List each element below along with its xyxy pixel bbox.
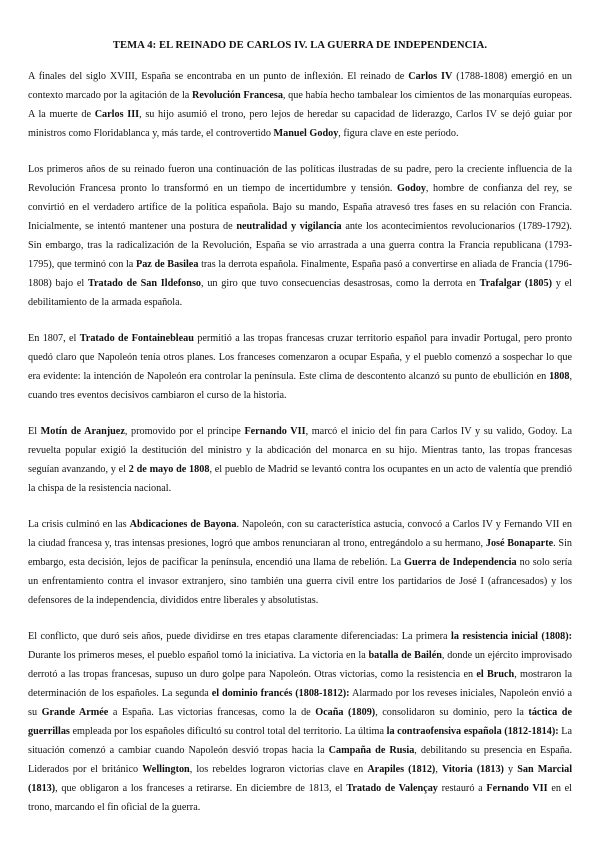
bold-term: Vitoria (1813)	[441, 764, 504, 775]
text-run: , un giro que tuvo consecuencias desastrosas, como la derrota en	[201, 278, 480, 289]
bold-term: Wellington	[142, 764, 190, 775]
text-run: , hombre de confianza del rey, se convirtió en el verdadero artífice de la política española. Bajo su mando, España atravesó tres fases en su relación con Francia. Inicialmente, se intentó mantener una postura de	[28, 183, 572, 232]
text-run: a España. Las victorias francesas, como la de	[108, 707, 316, 718]
bold-term: táctica de guerrillas	[28, 707, 572, 737]
bold-term: 1808	[549, 371, 570, 382]
text-run: , su hijo asumió el trono, pero lejos de heredar su capacidad de liderazgo, Carlos IV se dejó guiar por ministros como Floridablanca y, más tarde, el controvertido	[28, 109, 573, 139]
bold-term: Fernando VII	[486, 783, 548, 794]
bold-term: batalla de Bailén	[368, 650, 442, 661]
paragraph	[28, 422, 572, 498]
text-run: La situación comenzó a cambiar cuando Napoleón desvió tropas hacia la	[28, 726, 572, 756]
bold-term: San Marcial (1813)	[28, 764, 573, 794]
text-run: La crisis culminó en las	[28, 519, 130, 530]
text-run: . Napoleón, con su característica astucia, convocó a Carlos IV y Fernando VII en la ciudad francesa y, tras intensas presiones, logró que ambos renunciaran al trono, entregándolo a su hermano,	[28, 519, 572, 549]
bold-term: Grande Armée	[41, 707, 109, 718]
bold-term: Fernando VII	[244, 426, 306, 437]
paragraph	[28, 67, 572, 143]
bold-term: Carlos IV	[408, 71, 453, 82]
text-run: El	[28, 426, 41, 437]
text-run: tras la derrota española. Finalmente, España pasó a convertirse en aliada de Francia (1796-1808) bajo el	[28, 259, 572, 289]
bold-term: Paz de Basilea	[135, 259, 199, 270]
bold-term: Abdicaciones de Bayona	[129, 519, 237, 530]
text-run: , figura clave en este período.	[338, 128, 459, 139]
text-run: restauró a	[437, 783, 487, 794]
bold-term: Arapiles (1812)	[367, 764, 436, 775]
bold-term: Manuel Godoy	[273, 128, 339, 139]
text-run: . Sin embargo, esta decisión, lejos de pacificar la península, encendió una llama de rebelión. La	[28, 538, 572, 568]
text-run: ante los acontecimientos revolucionarios (1789-1792). Sin embargo, tras la radicalización de la Revolución, España se vio arrastrada a una guerra contra la Francia republicana (1793-1795), que terminó con la	[28, 221, 572, 270]
text-run: , cuando tres eventos decisivos cambiaron el curso de la historia.	[28, 371, 572, 401]
bold-term: la contraofensiva española (1812-1814):	[386, 726, 559, 737]
text-run: Los primeros años de su reinado fueron una continuación de las políticas ilustradas de su padre, pero la creciente influencia de la Revolución Francesa pronto lo transformó en un tiempo de incertidumbre y tensión.	[28, 164, 572, 194]
bold-term: Godoy	[397, 183, 426, 194]
text-run: , debilitando su presencia en España. Liderados por el británico	[28, 745, 572, 775]
bold-term: Tratado de Fontainebleau	[79, 333, 194, 344]
paragraph	[28, 627, 572, 817]
text-run: , marcó el inicio del fin para Carlos IV y su valido, Godoy. La revuelta popular exigió la destitución del ministro y la abdicación del monarca en su hijo. Mientras tanto, las tropas francesas seguían avanzando, y el	[28, 426, 572, 475]
text-run: , mostraron la determinación de los españoles. La segunda	[28, 669, 572, 699]
text-run: , que había hecho tambalear los cimientos de las monarquías europeas. A la muerte de	[28, 90, 572, 120]
bold-term: 2 de mayo de 1808	[128, 464, 210, 475]
bold-term: el Bruch	[476, 669, 515, 680]
bold-term: José Bonaparte	[485, 538, 554, 549]
bold-term: el dominio francés (1808-1812):	[211, 688, 350, 699]
bold-term: Carlos III	[94, 109, 140, 120]
paragraph	[28, 329, 572, 405]
text-run: , que obligaron a los franceses a retirarse. En diciembre de 1813, el	[55, 783, 347, 794]
document-title: TEMA 4: EL REINADO DE CARLOS IV. LA GUERRA DE INDEPENDENCIA.	[112, 40, 488, 51]
bold-term: neutralidad y vigilancia	[236, 221, 342, 232]
bold-term: la resistencia inicial (1808):	[451, 631, 572, 642]
text-run: , el pueblo de Madrid se levantó contra los ocupantes en un acto de valentía que prendió la chispa de la resistencia nacional.	[28, 464, 572, 494]
bold-term: Campaña de Rusia	[328, 745, 415, 756]
text-run: (1788-1808) emergió en un contexto marcado por la agitación de la	[28, 71, 573, 101]
paragraph	[28, 515, 572, 610]
text-run: permitió a las tropas francesas cruzar territorio español para invadir Portugal, pero pronto quedó claro que Napoleón tenía otros planes. Los franceses comenzaron a ocupar España, y el pueblo comenzó a sospechar lo que era evidente: la intención de Napoleón era controlar la península. Este clima de descontento alcanzó su punto de ebullición en	[28, 333, 573, 382]
text-run: En 1807, el	[28, 333, 80, 344]
text-run: y el debilitamiento de la armada española.	[28, 278, 573, 308]
text-run: no solo sería un enfrentamiento contra el invasor extranjero, sino también una guerra civil entre los partidarios de José I (afrancesados) y los defensores de la independencia, divididos entre liberales y absolutistas.	[28, 557, 572, 606]
text-run: en el trono, marcando el fin oficial de la guerra.	[28, 783, 572, 813]
text-run: y	[503, 764, 518, 775]
bold-term: Ocaña (1809)	[315, 707, 376, 718]
bold-term: Motín de Aranjuez	[40, 426, 125, 437]
bold-term: Revolución Francesa	[191, 90, 283, 101]
bold-term: Tratado de Valençay	[346, 783, 438, 794]
bold-term: Tratado de San Ildefonso	[87, 278, 202, 289]
text-run: Alarmado por los reveses iniciales, Napoleón envió a su	[28, 688, 572, 718]
bold-term: Trafalgar (1805)	[479, 278, 553, 289]
text-run: , consolidaron su dominio, pero la	[375, 707, 529, 718]
text-run: El conflicto, que duró seis años, puede dividirse en tres etapas claramente diferenciadas: La primera	[28, 631, 451, 642]
text-run: Durante los primeros meses, el pueblo español tomó la iniciativa. La victoria en la	[28, 650, 369, 661]
text-run: empleada por los españoles dificultó su control total del territorio. La última	[69, 726, 387, 737]
text-run: , los rebeldes lograron victorias clave en	[189, 764, 368, 775]
bold-term: Guerra de Independencia	[404, 557, 517, 568]
text-run: ,	[435, 764, 442, 775]
paragraph	[28, 160, 572, 312]
text-run: , donde un ejército improvisado derrotó a las tropas francesas, supuso un duro golpe para Napoleón. Otras victorias, como la resistencia en	[28, 650, 572, 680]
text-run: , promovido por el príncipe	[124, 426, 245, 437]
text-run: A finales del siglo XVIII, España se encontraba en un punto de inflexión. El reinado de	[28, 71, 409, 82]
